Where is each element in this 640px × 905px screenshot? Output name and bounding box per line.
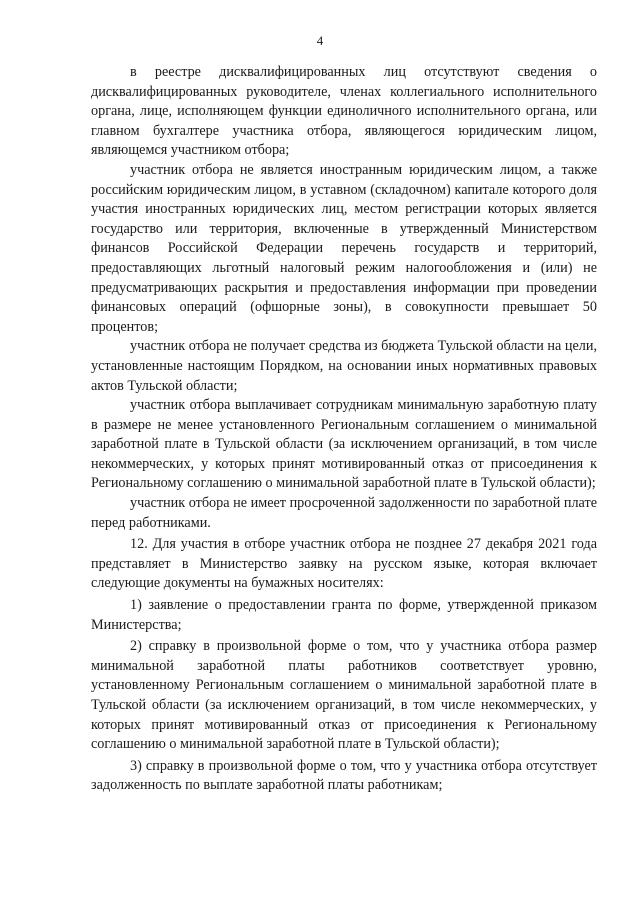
paragraph-budget-funds: участник отбора не получает средства из бюджета Тульской области на цели, установленные настоящим Порядком, на основании иных нормативных правовых актов Тульской области; <box>91 338 597 394</box>
list-item-minimum-wage-certificate: 2) справку в произвольной форме о том, что у участника отбора размер минимальной заработной платы работников соответствует уровню, установленному Региональным соглашением о минимальной заработной плате в Тульской области (за исключением организаций, в том числе некоммерческих, у которых принят мотивированный отказ от присоединения к Региональному соглашению о минимальной заработной плате в Тульской области); <box>91 638 597 753</box>
paragraph-disqualified-registry: в реестре дисквалифицированных лиц отсутствуют сведения о дисквалифицированных руководителе, членах коллегиального исполнительного органа, лице, исполняющем функции единоличного исполнительного органа, или главном бухгалтере участника отбора, являющегося юридическим лицом, являющемся участником отбора; <box>91 64 597 159</box>
list-item-no-arrears-certificate: 3) справку в произвольной форме о том, что у участника отбора отсутствует задолженность по выплате заработной платы работникам; <box>91 757 597 794</box>
paragraph-minimum-wage: участник отбора выплачивает сотрудникам минимальную заработную плату в размере не менее установленного Региональным соглашением о минимальной заработной плате в Тульской области (за исключением организаций, в том числе некоммерческих, у которых принят мотивированный отказ от присоединения к Региональному соглашению о минимальной заработной плате в Тульской области); <box>91 397 597 492</box>
paragraph-application-deadline: 12. Для участия в отборе участник отбора не позднее 27 декабря 2021 года представляет в Министерство заявку на русском языке, которая включает следующие документы на бумажных носителях: <box>91 536 597 592</box>
paragraph-wage-arrears: участник отбора не имеет просроченной задолженности по заработной плате перед работниками. <box>91 495 597 531</box>
document-body <box>91 63 597 796</box>
list-item-grant-application: 1) заявление о предоставлении гранта по форме, утвержденной приказом Министерства; <box>91 597 597 633</box>
paragraph-foreign-entity: участник отбора не является иностранным юридическим лицом, а также российским юридическим лицом, в уставном (складочном) капитале которого доля участия иностранных юридических лиц, местом регистрации которых является государство или территория, включенные в утвержденный Министерством финансов Российской Федерации перечень государств и территорий, предоставляющих льготный налоговый режим налогообложения и (или) не предусматривающих раскрытия и предоставления информации при проведении финансовых операций (офшорные зоны), в совокупности превышает 50 процентов; <box>91 161 597 335</box>
page-number: 4 <box>316 33 324 48</box>
